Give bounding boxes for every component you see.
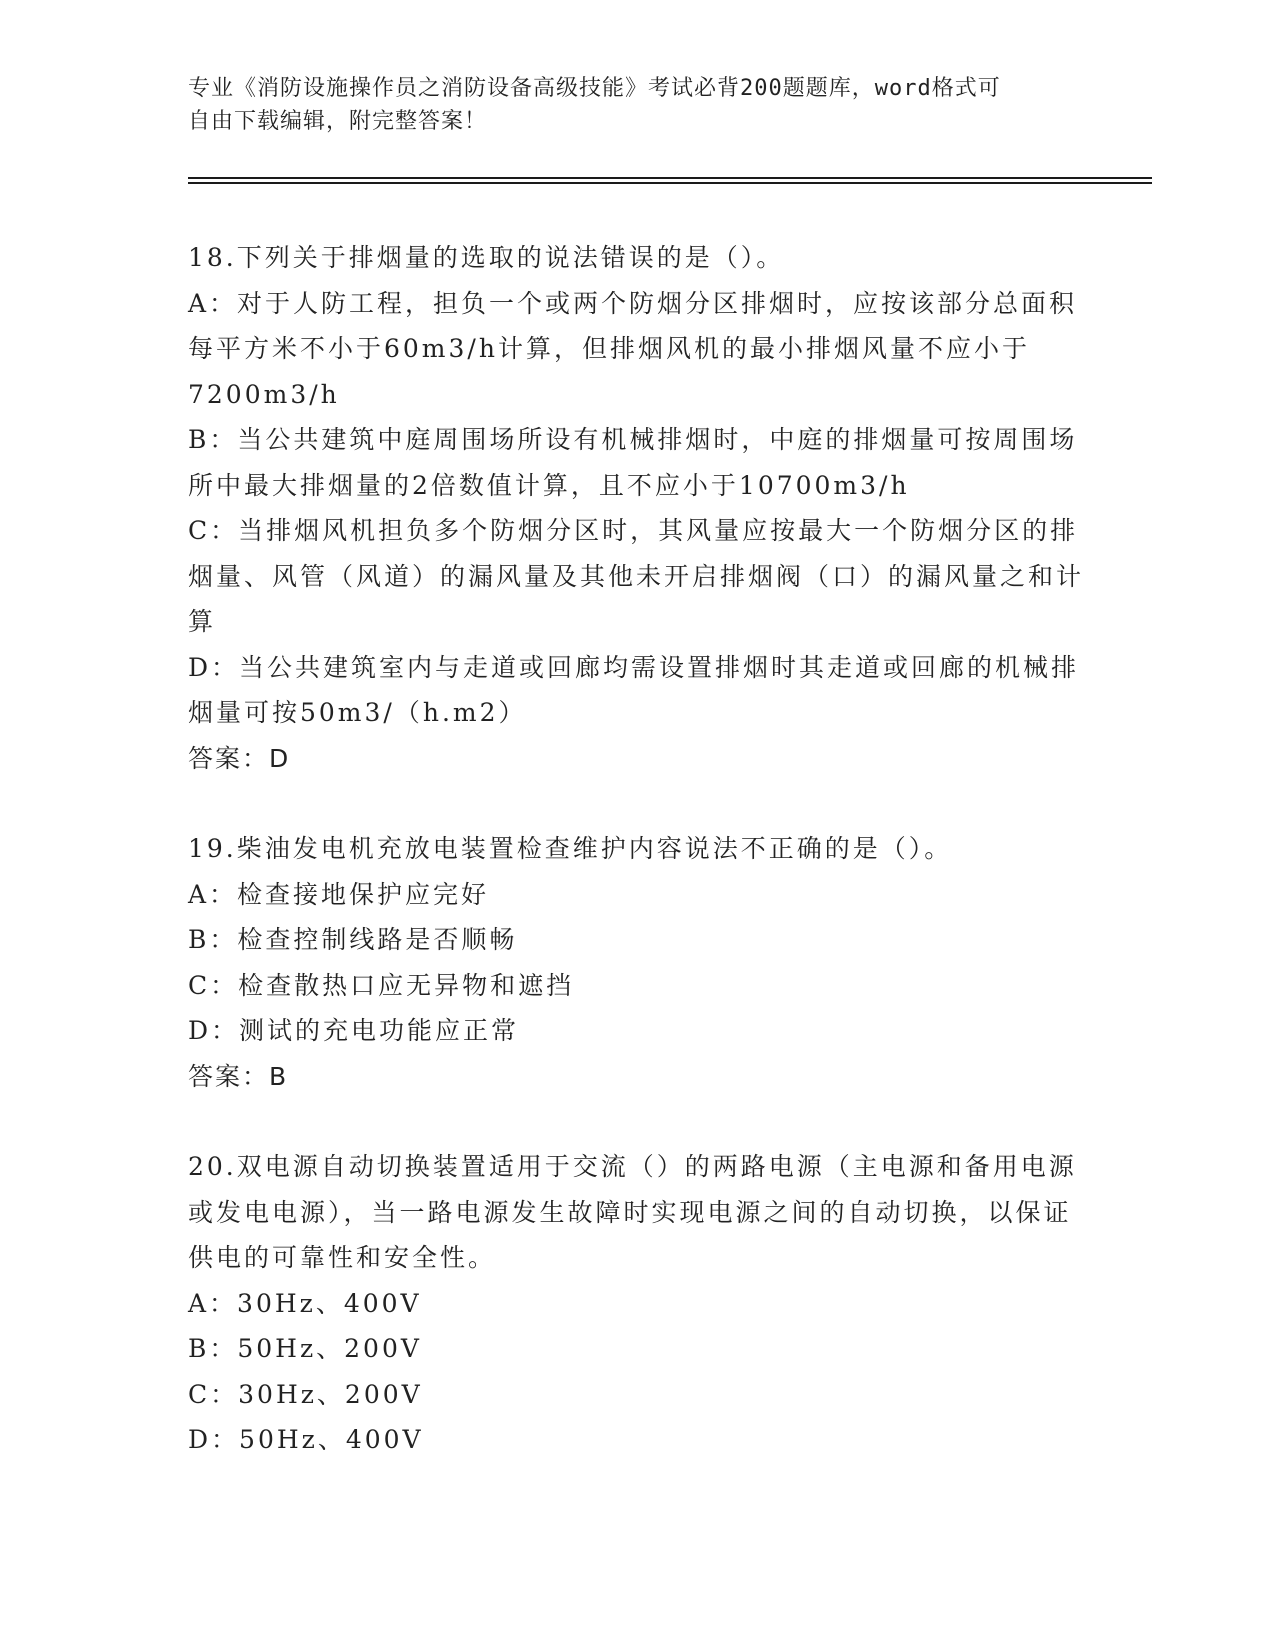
option-b: B：检查控制线路是否顺畅 xyxy=(188,925,518,954)
question-18 xyxy=(188,235,1088,781)
option-c: C：30Hz、200V xyxy=(188,1379,423,1409)
option-a: A：检查接地保护应完好 xyxy=(188,879,490,909)
option-d: D：测试的充电功能应正常 xyxy=(188,1016,520,1045)
option-d: D：当公共建筑室内与走道或回廊均需设置排烟时其走道或回廊的机械排烟量可按50m3/（h.m2） xyxy=(188,652,1080,727)
header-divider-top xyxy=(188,177,1152,179)
option-a: A：30Hz、400V xyxy=(188,1288,422,1318)
document-header xyxy=(188,72,1088,138)
option-c: C：当排烟风机担负多个防烟分区时，其风量应按最大一个防烟分区的排烟量、风管（风道）的漏风量及其他未开启排烟阀（口）的漏风量之和计算 xyxy=(188,516,1085,636)
question-19 xyxy=(188,826,1088,1099)
header-divider-bottom xyxy=(188,182,1152,184)
header-title-line-2: 自由下载编辑，附完整答案！ xyxy=(188,109,488,134)
answer-label: 答案：B xyxy=(188,1061,289,1091)
question-stem: 18.下列关于排烟量的选取的说法错误的是（）。 xyxy=(188,243,785,272)
question-stem: 19.柴油发电机充放电装置检查维护内容说法不正确的是（）。 xyxy=(188,834,953,863)
answer-label: 答案：D xyxy=(188,743,291,773)
option-a: A：对于人防工程，担负一个或两个防烟分区排烟时，应按该部分总面积每平方米不小于60m3/h计算，但排烟风机的最小排烟风量不应小于7200m3/h xyxy=(188,288,1078,409)
question-stem: 20.双电源自动切换装置适用于交流（）的两路电源（主电源和备用电源或发电电源），当一路电源发生故障时实现电源之间的自动切换，以保证供电的可靠性和安全性。 xyxy=(188,1152,1077,1272)
option-b: B：50Hz、200V xyxy=(188,1334,422,1363)
header-title-line-1: 专业《消防设施操作员之消防设备高级技能》考试必背200题题库，word格式可 xyxy=(188,76,1001,101)
question-20 xyxy=(188,1144,1088,1463)
option-d: D：50Hz、400V xyxy=(188,1425,424,1454)
option-b: B：当公共建筑中庭周围场所设有机械排烟时，中庭的排烟量可按周围场所中最大排烟量的2倍数值计算，且不应小于10700m3/h xyxy=(188,425,1078,500)
option-c: C：检查散热口应无异物和遮挡 xyxy=(188,970,575,1000)
question-list xyxy=(188,235,1088,1508)
